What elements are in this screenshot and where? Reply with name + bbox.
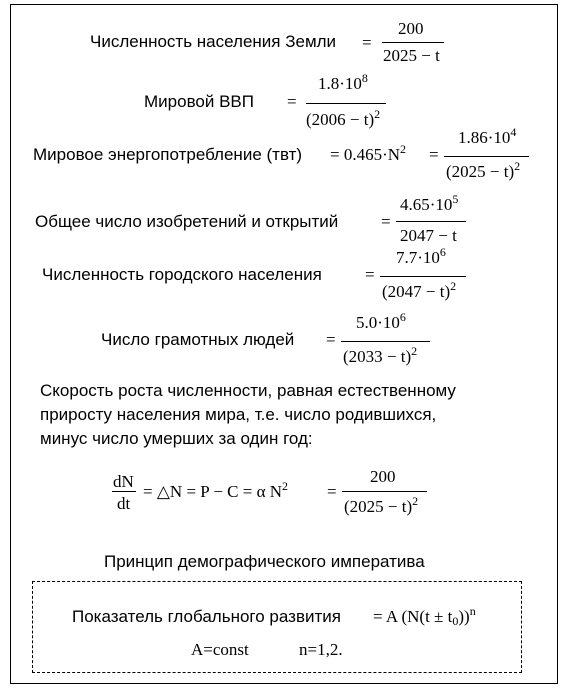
growth-numerator: 200 xyxy=(370,467,396,486)
inventions-label: Общее число изобретений и открытий xyxy=(35,212,339,231)
inventions-numerator: $4.65\cdot 10^5$ xyxy=(400,192,459,214)
literate-numerator: $5.0\cdot 10^6$ xyxy=(356,310,406,332)
paragraph-line-3: минус число умерших за один год: xyxy=(40,429,313,448)
paragraph-line-1: Скорость роста численности, равная естественному xyxy=(40,381,456,400)
gdp-fraction-bar xyxy=(306,103,386,104)
urban-denominator: $(2047 - t)^2$ xyxy=(382,279,457,301)
literate-fraction-bar xyxy=(341,341,430,342)
gdp-eq: = xyxy=(287,92,297,111)
inventions-eq: = xyxy=(381,212,391,231)
energy-label: Мировое энергопотребление (твт) xyxy=(33,145,303,164)
global-const: A=const xyxy=(191,640,249,659)
paragraph-line-2: приросту населения мира, т.е. число родившихся, xyxy=(40,405,437,424)
global-expression: = A $(N(t \pm t_0))^n$ xyxy=(373,604,476,628)
growth-denominator: $(2025 - t)^2$ xyxy=(344,494,419,516)
growth-dn: dN xyxy=(113,472,134,491)
inventions-fraction-bar xyxy=(396,221,466,222)
urban-fraction-bar xyxy=(380,276,466,277)
global-n: n=1,2. xyxy=(299,640,343,659)
population-eq: = xyxy=(362,33,372,52)
population-denominator: 2025 − t xyxy=(383,46,440,65)
literate-denominator: $(2033 - t)^2$ xyxy=(343,344,418,366)
gdp-numerator: $1.8\cdot 10^8$ xyxy=(318,71,368,93)
growth-fraction-bar xyxy=(342,491,427,492)
inventions-denominator: 2047 − t xyxy=(400,226,457,245)
energy-middle: = $0.465\cdot N^2$ xyxy=(330,142,407,164)
energy-denominator: $(2025 - t)^2$ xyxy=(446,159,521,181)
urban-numerator: $7.7\cdot 10^6$ xyxy=(396,245,446,267)
global-label: Показатель глобального развития xyxy=(72,607,341,626)
global-formula-box xyxy=(32,581,522,673)
population-fraction-bar xyxy=(382,42,444,43)
urban-eq: = xyxy=(365,265,375,284)
principle-title: Принцип демографического императива xyxy=(104,552,425,571)
literate-eq: = xyxy=(326,330,336,349)
population-label: Численность населения Земли xyxy=(90,32,337,51)
energy-eq: = xyxy=(429,145,439,164)
gdp-label: Мировой ВВП xyxy=(144,92,254,111)
gdp-denominator: $(2006 - t)^2$ xyxy=(306,107,381,129)
energy-numerator: $1.86\cdot 10^4$ xyxy=(458,125,517,147)
literate-label: Число грамотных людей xyxy=(101,330,295,349)
urban-label: Численность городского населения xyxy=(42,265,322,284)
population-numerator: 200 xyxy=(398,19,424,38)
growth-dt: dt xyxy=(117,494,131,513)
growth-derivative-bar xyxy=(112,491,136,492)
growth-chain: = △N = P − C = α $N^2$ xyxy=(143,479,289,501)
energy-fraction-bar xyxy=(444,156,529,157)
growth-eq: = xyxy=(327,482,337,501)
